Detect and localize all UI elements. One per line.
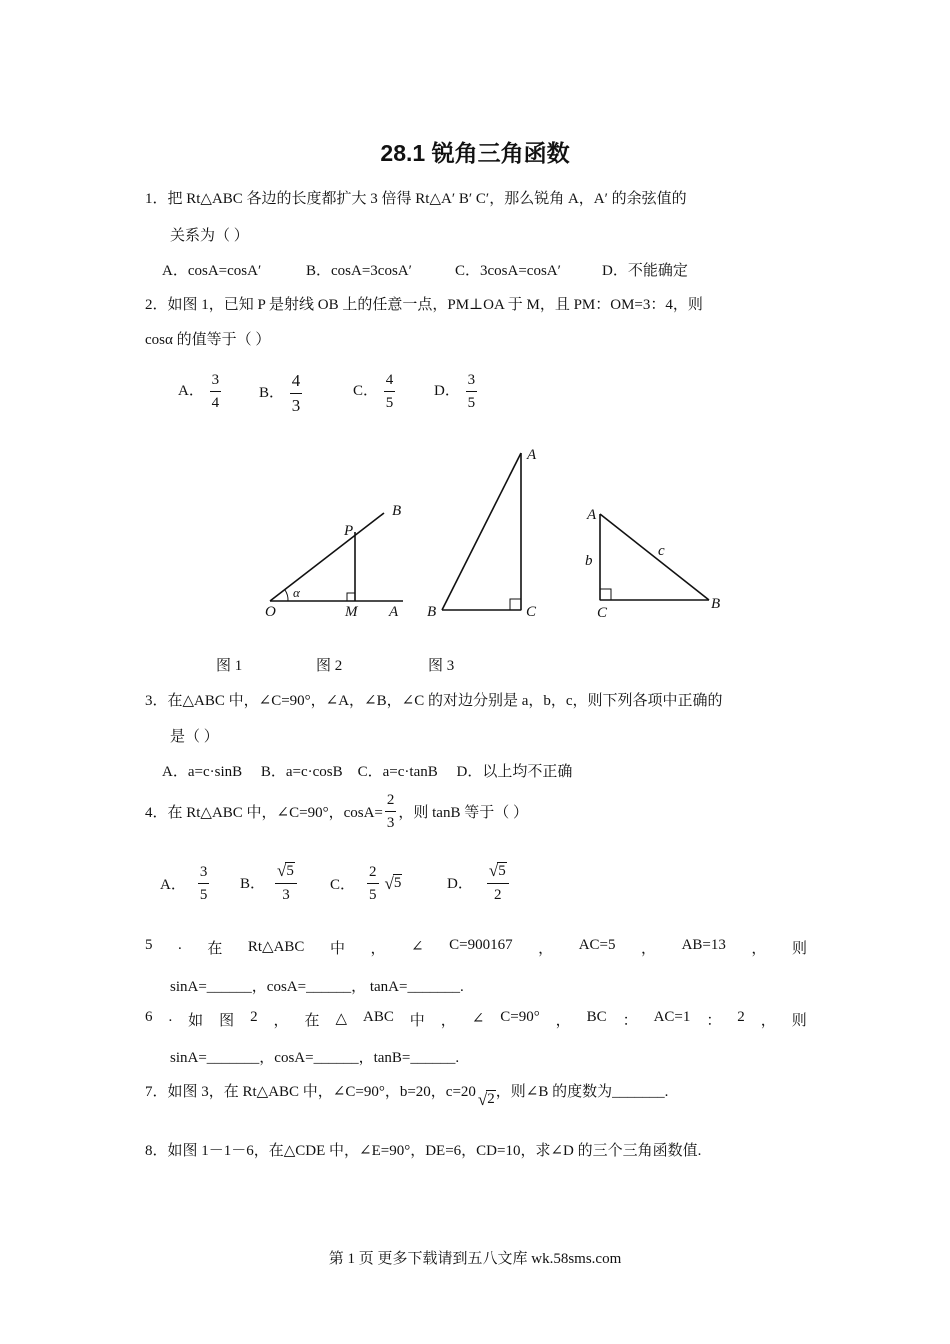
q1-option-c: C．3cosA=cosA′ [455,263,561,279]
q7-prefix: 7．如图 3，在 Rt△ABC 中，∠C=90°，b=20，c=20 [145,1084,476,1100]
label-b-side: b [585,553,593,569]
denominator: 2 [494,886,502,903]
q1-line1: 1．把 Rt△ABC 各边的长度都扩大 3 倍得 Rt△A′ B′ C′，那么锐角 A，A′ 的余弦值的 [145,191,687,207]
q2-option-a [178,372,223,411]
label-p: P [344,523,354,539]
fraction [290,372,303,415]
numerator: 4 [384,372,396,392]
q6-line1 [145,1009,807,1030]
figures-panel [0,440,950,630]
q3-line2: 是（ ） [170,729,219,745]
radicand: 2 [487,1091,495,1107]
fraction [384,372,396,411]
right-angle-mark [347,593,355,601]
q7-stem [145,1080,668,1110]
token: 如 [188,1013,204,1029]
q4-option-a [160,864,211,903]
q4-option-c [330,864,402,903]
token: BC [586,1009,607,1025]
token: ， [370,941,386,957]
q2-line2: cosα 的值等于（ ） [145,332,271,348]
token: ∠ [411,939,424,955]
q3-line1: 3．在△ABC 中，∠C=90°，∠A，∠B，∠C 的对边分别是 a，b，c，则下列各项中正确的 [145,693,723,709]
token: ： [622,1013,638,1029]
option-label: D． [447,876,473,893]
q4-suffix: ，则 tanB 等于（ ） [398,805,528,821]
numerator: 3 [198,864,210,884]
option-label: D． [434,382,460,399]
option-label: C． [353,382,379,399]
token: ， [273,1013,289,1029]
label-a: A [389,604,399,620]
token: 2 [250,1009,258,1025]
numerator [487,862,509,884]
side-ab [442,453,521,610]
q2-option-c [353,372,397,411]
q5-line2: sinA=______，cosA=______， tanA=_______. [170,979,464,995]
radical: √ 5 [488,861,506,880]
side-ab [600,514,709,600]
fraction [487,862,509,903]
numerator: 4 [290,372,303,394]
option-label: B． [240,876,266,893]
token: ， [760,1013,776,1029]
token: ， [641,941,657,957]
denominator: 4 [211,394,220,411]
fraction [466,372,478,411]
caption-figure-3: 图 3 [428,658,455,674]
label-b: B [711,596,721,612]
q7-suffix: ，则∠B 的度数为_______. [495,1084,669,1100]
token: △ [335,1011,348,1027]
token: C=900167 [449,937,513,953]
token: 中 [329,941,345,957]
right-angle-mark [510,599,521,610]
figure-2 [442,453,521,610]
caption-figure-1: 图 1 [216,658,243,674]
fraction [198,864,210,903]
q1-option-d: D．不能确定 [602,263,688,279]
token: . [168,1009,173,1025]
q3-options: A．a=c·sinB B．a=c·cosB C．a=c·tanB D．以上均不正确 [162,764,573,780]
token: 中 [409,1013,425,1029]
radicand: 5 [393,874,402,891]
fraction [275,862,297,903]
radicand: 5 [498,863,506,879]
token: ， [538,941,554,957]
label-m: M [345,604,358,620]
token: 5 [145,937,153,953]
q1-option-b: B．cosA=3cosA′ [306,263,412,279]
q8-text: 8．如图 1－1－6，在△CDE 中，∠E=90°，DE=6，CD=10，求∠D 的三个三角函数值. [145,1143,702,1159]
label-a: A [587,507,597,523]
label-o: O [265,604,276,620]
numerator: 3 [466,372,478,392]
token: . [178,937,182,953]
q5-line1 [145,937,807,958]
token: AB=13 [681,937,726,953]
q4-option-d [447,862,511,903]
label-c: C [597,605,608,621]
caption-figure-2: 图 2 [316,658,343,674]
fraction [385,792,397,831]
denominator: 3 [282,886,290,903]
ray-ob [270,513,384,601]
option-label: A． [160,877,186,893]
option-label: A． [178,382,204,399]
denominator: 5 [467,394,476,411]
token: ， [440,1013,456,1029]
page-footer: 第 1 页 更多下载请到五八文库 wk.58sms.com [328,1251,622,1267]
denominator: 5 [369,886,377,903]
q2-line1: 2．如图 1，已知 P 是射线 OB 上的任意一点，PM⊥OA 于 M，且 PM：OM=3：4，则 [145,297,703,313]
figure-1 [270,513,403,601]
numerator [275,862,297,884]
q4-prefix: 4．在 Rt△ABC 中，∠C=90°，cosA= [145,805,383,821]
numerator: 2 [367,864,379,884]
label-alpha: α [293,585,300,600]
token: ， [555,1013,571,1029]
label-c: C [526,604,537,620]
fraction [210,372,222,411]
token: ， [751,941,767,957]
page-title: 28.1 锐角三角函数 [380,140,570,166]
denominator: 3 [386,814,395,831]
token: C=90° [500,1009,540,1025]
token: 则 [791,941,807,957]
denominator: 5 [385,394,394,411]
token: 则 [791,1013,807,1029]
figure-3 [600,514,709,600]
numerator: 2 [385,792,397,812]
radical: √ 5 [384,873,402,893]
label-a: A [527,447,537,463]
token: ABC [362,1009,394,1025]
token: 在 [304,1013,320,1029]
token: AC=5 [578,937,616,953]
q6-line2: sinA=_______，cosA=______，tanB=______. [170,1050,460,1066]
token: ∠ [471,1011,485,1027]
label-b: B [427,604,437,620]
figure-1-labels [265,503,401,620]
label-c-side: c [658,543,665,559]
label-b: B [392,503,402,519]
fraction [367,864,379,903]
radical: √ 5 [277,861,294,880]
q1-line2: 关系为（ ） [170,228,249,244]
radicand: 5 [286,863,294,879]
numerator: 3 [210,372,222,392]
token: 图 [219,1013,235,1029]
right-angle-mark [600,589,611,600]
figure-3-labels [585,507,720,621]
token: AC=1 [653,1009,691,1025]
q1-option-a: A．cosA=cosA′ [162,263,262,279]
token: 在 [207,941,223,957]
angle-arc [285,590,288,601]
denominator: 3 [291,395,301,415]
token: 6 [145,1009,153,1025]
token: ： [706,1013,722,1029]
radical: √ 2 [477,1090,495,1109]
q2-option-d [434,372,479,411]
token: 2 [737,1009,745,1025]
option-label: C． [330,877,356,893]
q4-stem [145,792,528,831]
option-label: B． [259,385,285,402]
denominator: 5 [199,886,208,903]
q2-option-b [259,372,304,415]
token: Rt△ABC [247,939,305,955]
q4-option-b [240,862,299,903]
